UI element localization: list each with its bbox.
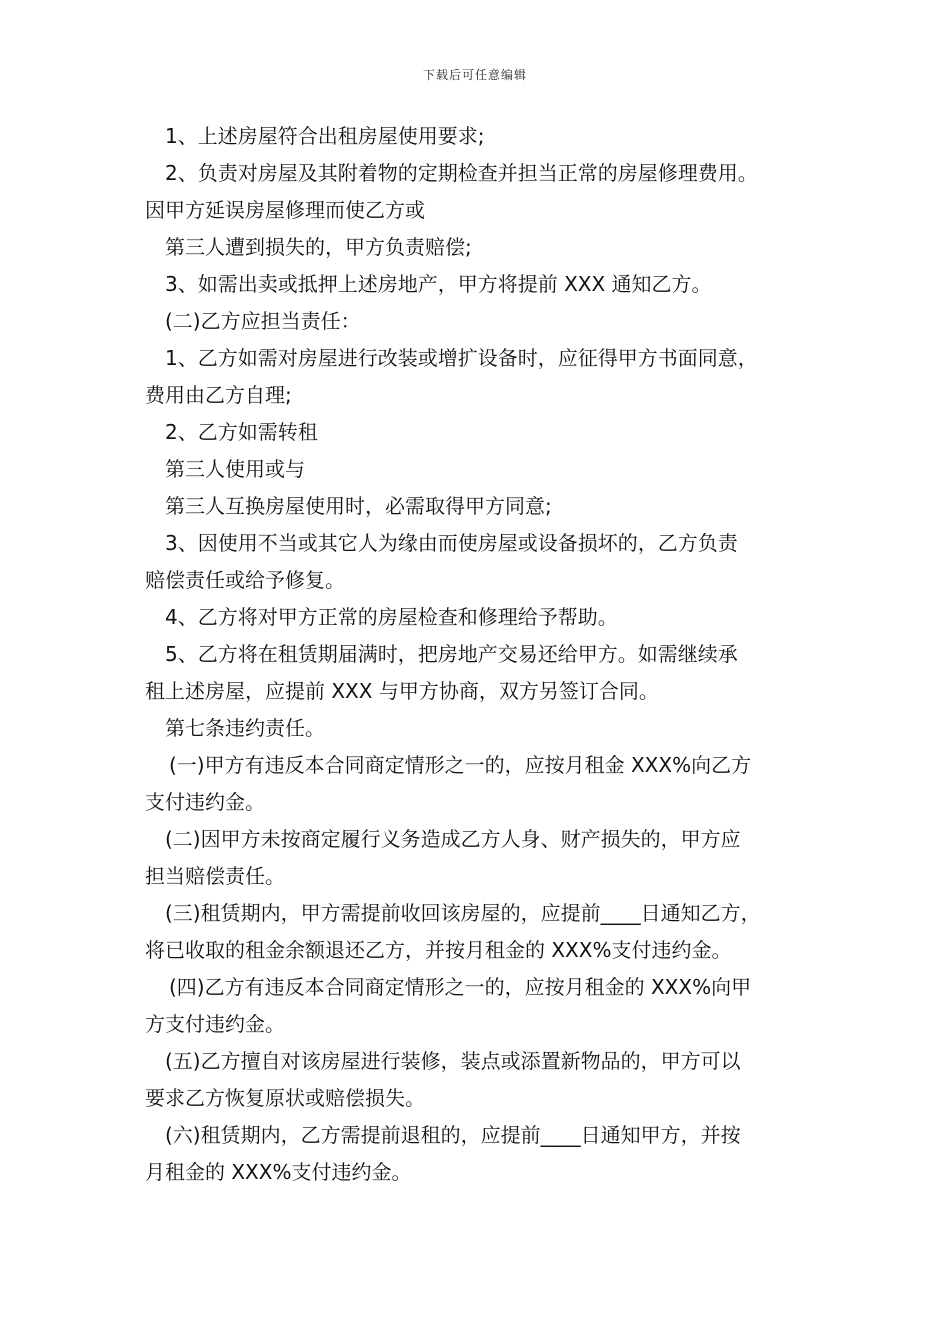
paragraph-line: 因甲方延误房屋修理而使乙方或 <box>145 198 425 222</box>
paragraph-line: (二)因甲方未按商定履行义务造成乙方人身、财产损失的，甲方应 <box>165 827 741 851</box>
paragraph-line: 费用由乙方自理; <box>145 383 292 407</box>
paragraph-line: (一)甲方有违反本合同商定情形之一的，应按月租金 XXX%向乙方 <box>169 753 752 777</box>
paragraph-line: 3、因使用不当或其它人为缘由而使房屋或设备损坏的，乙方负责 <box>165 531 738 555</box>
paragraph-line: 2、负责对房屋及其附着物的定期检查并担当正常的房屋修理费用。 <box>165 161 758 185</box>
paragraph-line: 月租金的 XXX%支付违约金。 <box>145 1160 412 1184</box>
paragraph-line: 1、上述房屋符合出租房屋使用要求; <box>165 124 485 148</box>
paragraph-line: (三)租赁期内，甲方需提前收回该房屋的，应提前____日通知乙方， <box>165 901 761 925</box>
paragraph-line: 第三人互换房屋使用时，必需取得甲方同意; <box>165 494 552 518</box>
paragraph-line: 要求乙方恢复原状或赔偿损失。 <box>145 1086 425 1110</box>
paragraph-line: 第三人遭到损失的，甲方负责赔偿; <box>165 235 472 259</box>
paragraph-line: (四)乙方有违反本合同商定情形之一的，应按月租金的 XXX%向甲 <box>169 975 752 999</box>
paragraph-line: (六)租赁期内，乙方需提前退租的，应提前____日通知甲方，并按 <box>165 1123 741 1147</box>
document-body <box>145 118 825 1191</box>
paragraph-line: 赔偿责任或给予修复。 <box>145 568 345 592</box>
paragraph-line: 担当赔偿责任。 <box>145 864 285 888</box>
paragraph-line: 2、乙方如需转租 <box>165 420 318 444</box>
paragraph-line: 方支付违约金。 <box>145 1012 285 1036</box>
paragraph-line: 5、乙方将在租赁期届满时，把房地产交易还给甲方。如需继续承 <box>165 642 738 666</box>
paragraph-line: (五)乙方擅自对该房屋进行装修，装点或添置新物品的，甲方可以 <box>165 1049 741 1073</box>
paragraph-line: 3、如需出卖或抵押上述房地产，甲方将提前 XXX 通知乙方。 <box>165 272 712 296</box>
section-heading: (二)乙方应担当责任： <box>165 309 361 333</box>
page-header: 下载后可任意编辑 <box>422 68 527 82</box>
paragraph-line: 第三人使用或与 <box>165 457 305 481</box>
paragraph-line: 将已收取的租金余额退还乙方，并按月租金的 XXX%支付违约金。 <box>145 938 732 962</box>
paragraph-line: 租上述房屋，应提前 XXX 与甲方协商，双方另签订合同。 <box>145 679 659 703</box>
paragraph-line: 支付违约金。 <box>145 790 265 814</box>
section-heading: 第七条违约责任。 <box>165 716 325 740</box>
paragraph-line: 1、乙方如需对房屋进行改装或增扩设备时，应征得甲方书面同意， <box>165 346 758 370</box>
paragraph-line: 4、乙方将对甲方正常的房屋检查和修理给予帮助。 <box>165 605 618 629</box>
